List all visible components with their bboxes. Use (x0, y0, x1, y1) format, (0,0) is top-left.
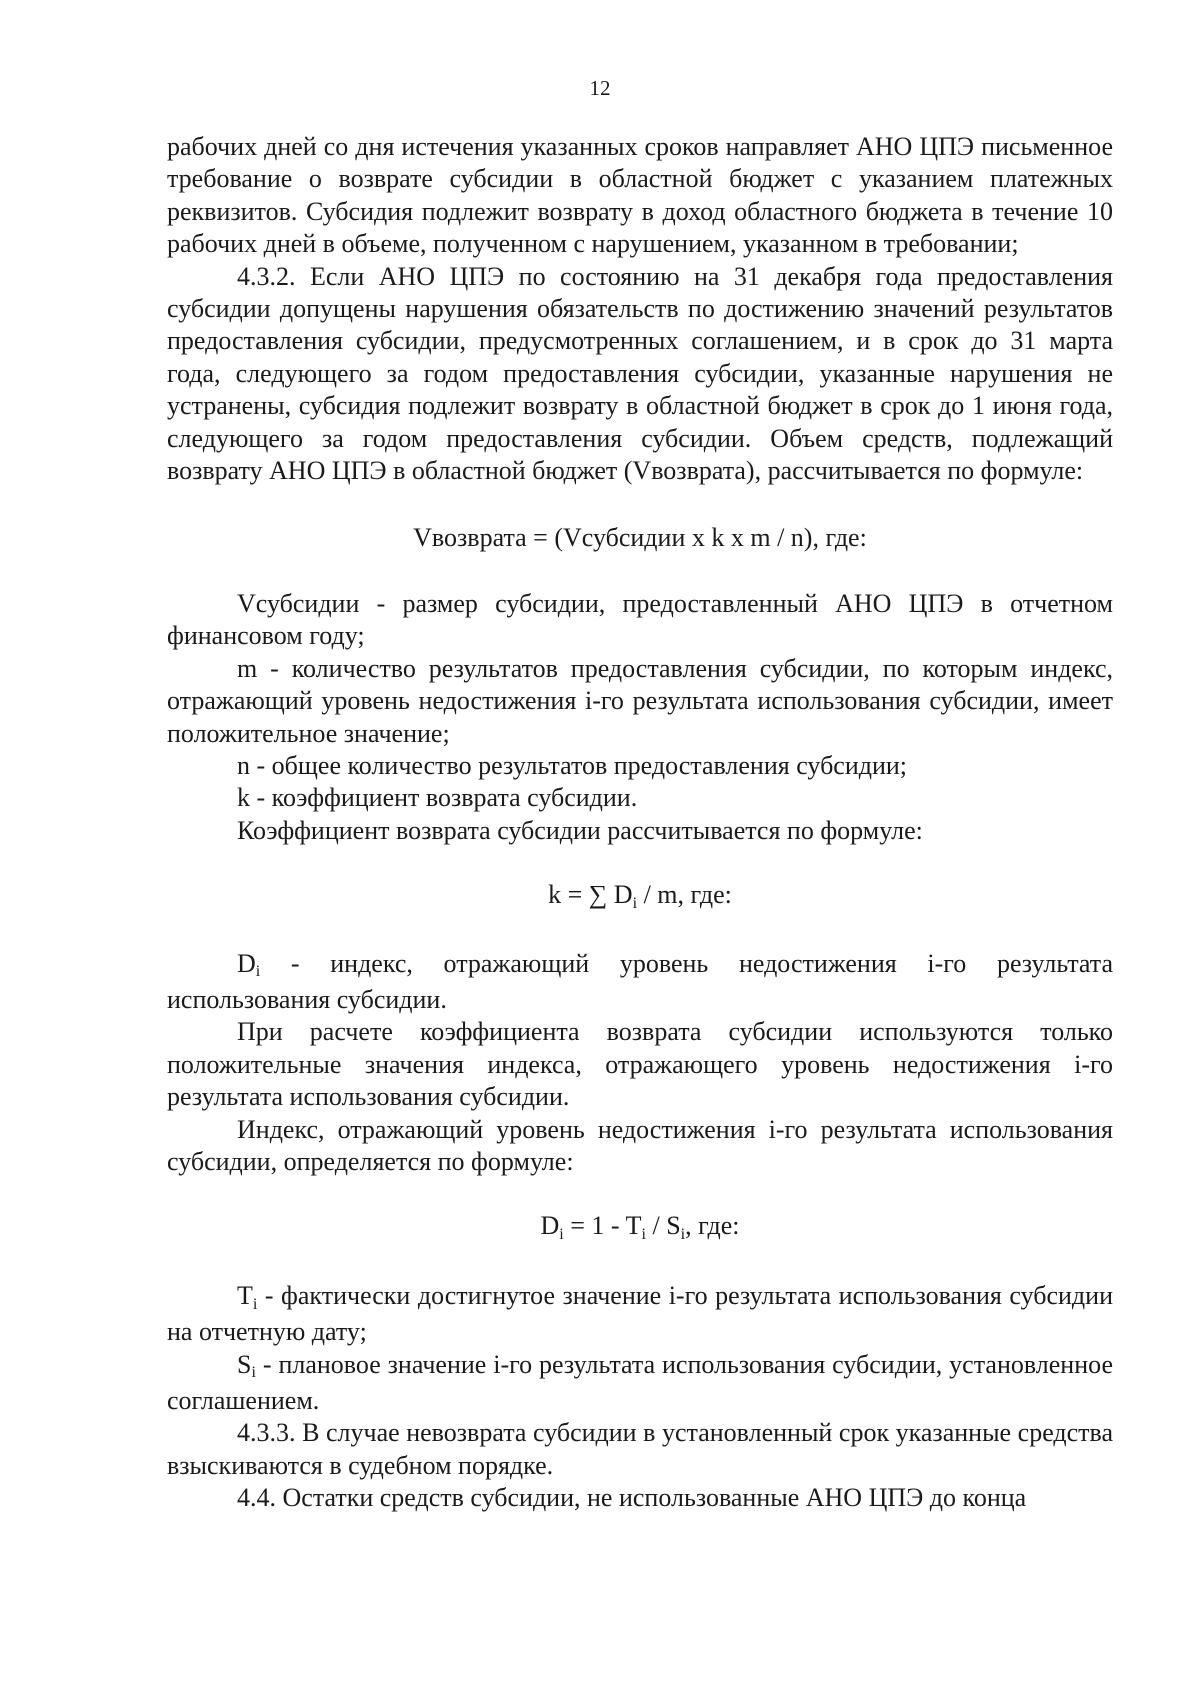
definition-ti-subscript: i (252, 1295, 258, 1313)
definition-di (167, 948, 1113, 1017)
paragraph-continuation: рабочих дней со дня истечения указанных сроков направляет АНО ЦПЭ письменное требование о возврате субсидии в областной бюджет с указанием платежных реквизитов. Субсидия подлежит возврату в доход областного бюджета в течение 10 рабочих дней в объеме, полученном с нарушением, указанном в требовании; (167, 132, 1113, 259)
formula-di (167, 1210, 1113, 1246)
formula-k (167, 879, 1113, 915)
formula-di-part-d: , где: (685, 1211, 740, 1241)
definition-di-text: - индекс, отражающий уровень недостижения i-го результата использования субсидии. (167, 948, 1113, 1014)
definition-di-subscript: i (255, 963, 261, 981)
definition-si-text: - плановое значение i-го результата использования субсидии, установленное соглашением. (167, 1349, 1113, 1415)
document-body (167, 131, 1113, 1515)
paragraph-positive-values: При расчете коэффициента возврата субсидии используются только положительные значения индекса, отражающего уровень недостижения i-го результата использования субсидии. (167, 1017, 1113, 1112)
definition-si-symbol: S (237, 1349, 252, 1379)
paragraph-index-intro: Индекс, отражающий уровень недостижения i-го результата использования субсидии, определяется по формуле: (167, 1114, 1113, 1176)
formula-v-return: Vвозврата = (Vсубсидии x k x m / n), где: (413, 523, 867, 553)
formula-di-part-b: = 1 - T (563, 1211, 642, 1241)
definition-ti-symbol: T (237, 1280, 253, 1310)
definition-k: k - коэффициент возврата субсидии. (237, 783, 638, 813)
formula-di-part-a: D (540, 1211, 560, 1241)
paragraph-4-3-2: 4.3.2. Если АНО ЦПЭ по состоянию на 31 декабря года предоставления субсидии допущены нарушения обязательств по достижению значений результатов предоставления субсидии, предусмотренных соглашением, и в срок до 31 марта года, следующего за годом предоставления субсидии, указанные нарушения не устранены, субсидия подлежит возврату в областной бюджет в срок до 1 июня года, следующего за годом предоставления субсидии. Объем средств, подлежащий возврату АНО ЦПЭ в областной бюджет (Vвозврата), рассчитывается по формуле: (167, 261, 1113, 486)
definition-di-symbol: D (237, 948, 256, 978)
page-number: 12 (589, 76, 611, 100)
formula-di-subscript-2: i (641, 1226, 646, 1244)
definition-v-subsidy: Vсубсидии - размер субсидии, предоставленный АНО ЦПЭ в отчетном финансовом году; (167, 588, 1113, 651)
formula-di-part-c: / S (645, 1211, 681, 1241)
formula-k-right: / m, где: (637, 880, 732, 910)
formula-k-subscript: i (632, 894, 638, 912)
definition-ti-text: - фактически достигнутое значение i-го результата использования субсидии на отчетную дату; (167, 1280, 1113, 1347)
definition-si-subscript: i (251, 1364, 256, 1382)
formula-di-subscript-1: i (559, 1226, 564, 1244)
definition-si (167, 1349, 1113, 1418)
definition-n: n - общее количество результатов предоставления субсидии; (237, 750, 908, 780)
formula-di-subscript-3: i (680, 1226, 686, 1244)
definition-ti (167, 1280, 1113, 1349)
paragraph-coefficient-intro: Коэффициент возврата субсидии рассчитывается по формуле: (237, 815, 923, 845)
paragraph-4-4: 4.4. Остатки средств субсидии, не использованные АНО ЦПЭ до конца (237, 1483, 1027, 1513)
formula-k-left: k = ∑ D (548, 880, 633, 910)
definition-m: m - количество результатов предоставления субсидии, по которым индекс, отражающий уровень недостижения i-го результата использования субсидии, имеет положительное значение; (167, 653, 1113, 748)
paragraph-4-3-3: 4.3.3. В случае невозврата субсидии в установленный срок указанные средства взыскиваются в судебном порядке. (167, 1418, 1113, 1480)
